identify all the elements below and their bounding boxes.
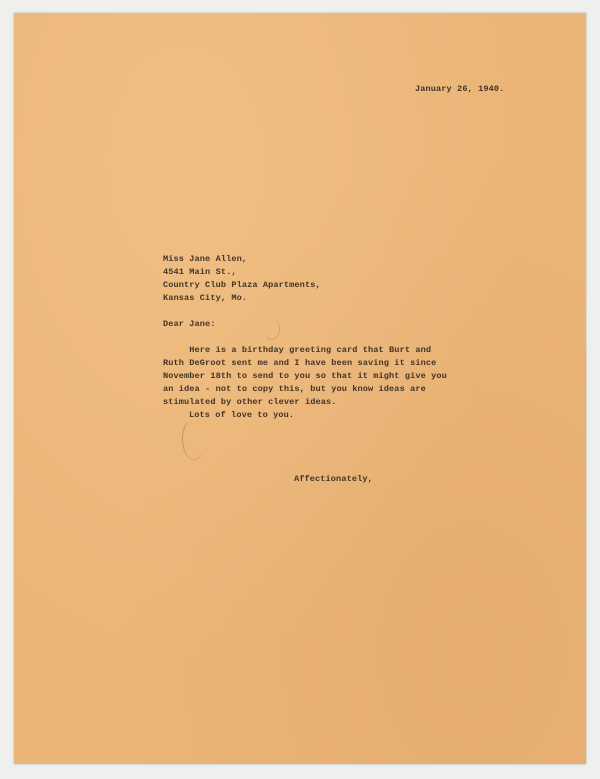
recipient-address xyxy=(163,253,321,305)
body-line: stimulated by other clever ideas. xyxy=(163,397,337,407)
address-line: 4541 Main St., xyxy=(163,267,237,277)
address-line: Miss Jane Allen, xyxy=(163,254,248,264)
letter-body xyxy=(163,344,447,409)
body-line: Ruth DeGroot sent me and I have been saving it since xyxy=(163,358,437,368)
body-line: an idea - not to copy this, but you know ideas are xyxy=(163,384,426,394)
pencil-mark xyxy=(264,318,280,340)
body-line: November 18th to send to you so that it might give you xyxy=(163,371,447,381)
closing-line: Lots of love to you. xyxy=(189,410,295,420)
salutation: Dear Jane: xyxy=(163,319,216,329)
body-line: Here is a birthday greeting card that Burt and xyxy=(163,345,432,355)
signoff: Affectionately, xyxy=(294,474,373,484)
pencil-mark xyxy=(182,418,206,460)
letter-date: January 26, 1940. xyxy=(415,84,505,94)
address-line: Kansas City, Mo. xyxy=(163,293,248,303)
letter-sheet xyxy=(14,13,586,764)
address-line: Country Club Plaza Apartments, xyxy=(163,280,321,290)
